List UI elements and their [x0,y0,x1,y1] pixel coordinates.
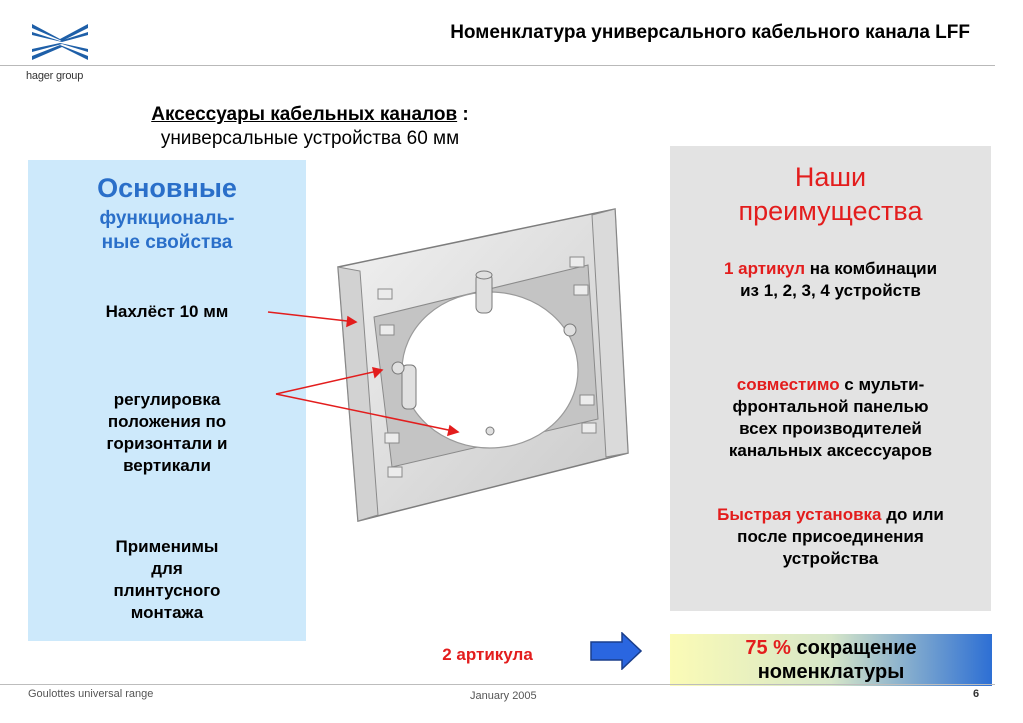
hager-logo-icon [32,22,88,62]
advantages-heading-line1: Наши [794,162,867,192]
features-panel [28,160,306,641]
logo-text: hager group [26,70,84,82]
feature-adjustment-line1: регулировка [113,390,221,409]
advantage-compatible-rest3: всех производителей [739,419,922,438]
page-number: 6 [973,688,980,700]
feature-overlap [28,301,306,323]
reduction-text [670,636,992,684]
advantage-compatible-rest1: с мульти- [839,375,925,394]
advantage-single-article-highlight: 1 артикул [723,259,806,278]
subtitle-line2: универсальные устройства 60 мм [160,128,460,149]
right-arrow-icon [590,632,642,670]
device-frame-illustration [330,205,670,535]
advantage-fast-install-rest2: после присоединения [737,527,924,546]
footer-range-name: Goulottes universal range [28,688,154,700]
features-subheading-line1: функциональ- [99,208,235,229]
advantage-compatible-rest2: фронтальной панелью [732,397,929,416]
advantage-fast-install-rest3: устройства [782,549,879,568]
slide-subtitle [60,103,560,151]
advantages-panel [670,146,991,611]
feature-plinth-line2: для [151,559,183,578]
footer-divider [0,684,995,685]
advantages-heading-line2: преимущества [738,196,923,226]
features-heading: Основные [97,173,237,203]
feature-plinth-line3: плинтусного [113,581,221,600]
footer-date: January 2005 [470,690,537,702]
feature-adjustment-line3: горизонтали и [106,434,228,453]
advantage-fast-install-rest1: до или [881,505,944,524]
advantage-single-article-rest2: из 1, 2, 3, 4 устройств [740,281,921,300]
reduction-percent: 75 % [745,637,791,659]
reduction-rest1: сокращение [790,637,917,659]
feature-plinth-line1: Применимы [115,537,219,556]
advantage-single-article-rest1: на комбинации [805,259,938,278]
feature-adjustment-line2: положения по [107,412,227,431]
page-title: Номенклатура универсального кабельного канала LFF [450,22,970,43]
feature-plinth-line4: монтажа [130,603,204,622]
article-count-label: 2 артикула [442,645,533,664]
feature-overlap-text: Нахлёст 10 мм [105,302,229,321]
feature-adjustment-line4: вертикали [123,456,211,475]
advantage-fast-install [670,504,991,570]
feature-plinth [28,536,306,624]
advantage-fast-install-highlight: Быстрая установка [717,505,882,524]
advantage-compatible-highlight: совместимо [736,375,840,394]
features-subheading [28,207,306,255]
subtitle-main: Аксессуары кабельных каналов [151,104,458,125]
advantage-single-article [670,258,991,302]
feature-adjustment [28,389,306,477]
reduction-rest2: номенклатуры [757,661,905,683]
header-divider [0,65,995,66]
advantages-heading [670,160,991,228]
advantage-compatible [670,374,991,462]
subtitle-colon: : [457,104,469,125]
advantage-compatible-rest4: канальных аксессуаров [728,441,933,460]
reduction-box [670,634,992,686]
features-subheading-line2: ные свойства [101,232,233,253]
